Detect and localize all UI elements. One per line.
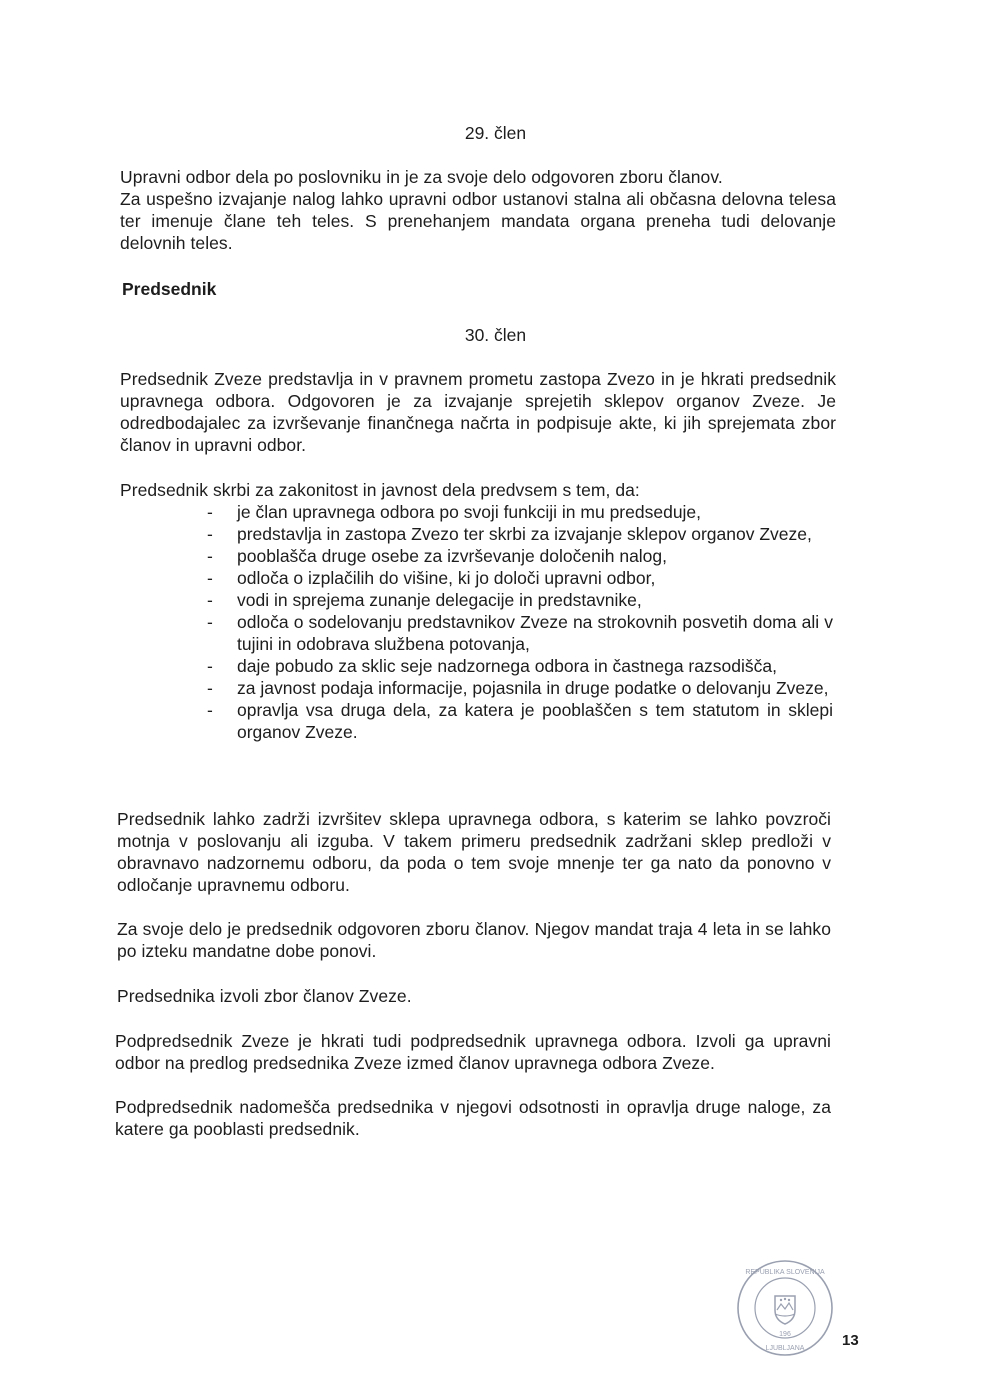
list-item: - odloča o sodelovanju predstavnikov Zveze na strokovnih posvetih doma ali v tujini in odobrava službena potovanja,: [207, 611, 833, 655]
seal-text-top: REPUBLIKA SLOVENIJA: [745, 1269, 825, 1276]
article-29-paragraph-1: Upravni odbor dela po poslovniku in je za svoje delo odgovoren zboru članov.: [120, 167, 723, 187]
seal-text-bottom: LJUBLJANA: [765, 1345, 805, 1352]
section-title: Predsednik: [122, 279, 217, 299]
article-29-heading: 29. člen: [464, 123, 527, 143]
list-item: - predstavlja in zastopa Zvezo ter skrbi za izvajanje sklepov organov Zveze,: [207, 523, 833, 545]
list-item: - daje pobudo za sklic seje nadzornega odbora in častnega razsodišča,: [207, 655, 833, 677]
article-29-paragraph-2: Za uspešno izvajanje nalog lahko upravni odbor ustanovi stalna ali občasna delovna telesa ter imenuje člane teh teles. S prenehanjem mandata organa preneha tudi delovanje delovnih teles.: [120, 189, 836, 253]
seal-number: 196: [779, 1331, 791, 1338]
list-item: - za javnost podaja informacije, pojasnila in druge podatke o delovanju Zveze,: [207, 677, 833, 699]
article-30-paragraph-3: Predsednik lahko zadrži izvršitev sklepa upravnega odbora, s katerim se lahko povzroči motnja v poslovanju ali izguba. V takem primeru predsednik zadržani sklep predloži v obravnavo nadzornemu odboru, da poda o tem svoje mnenje ter ga nato da ponovno v odločanje upravnemu odboru.: [117, 809, 831, 895]
page-number: 13: [842, 1332, 859, 1349]
list-item: - vodi in sprejema zunanje delegacije in predstavnike,: [207, 589, 833, 611]
list-item: - je član upravnega odbora po svoji funkciji in mu predseduje,: [207, 501, 833, 523]
article-30-paragraph-4: Za svoje delo je predsednik odgovoren zboru članov. Njegov mandat traja 4 leta in se lahko po izteku mandatne dobe ponovi.: [117, 919, 831, 961]
article-30-intro: Predsednik skrbi za zakonitost in javnost dela predvsem s tem, da:: [120, 480, 640, 500]
list-item: - opravlja vsa druga dela, za katera je pooblaščen s tem statutom in sklepi organov Zveze.: [207, 699, 833, 743]
article-30-paragraph-7: Podpredsednik nadomešča predsednika v njegovi odsotnosti in opravlja druge naloge, za katere ga pooblasti predsednik.: [115, 1097, 831, 1139]
list-item: - pooblašča druge osebe za izvrševanje določenih nalog,: [207, 545, 833, 567]
official-seal-icon: [735, 1258, 835, 1358]
article-30-paragraph-6: Podpredsednik Zveze je hkrati tudi podpredsednik upravnega odbora. Izvoli ga upravni odbor na predlog predsednika Zveze izmed članov upravnega odbora Zveze.: [115, 1031, 831, 1073]
article-30-paragraph-5: Predsednika izvoli zbor članov Zveze.: [117, 986, 412, 1006]
duties-list: [207, 501, 833, 743]
article-30-heading: 30. člen: [464, 325, 527, 345]
list-item: - odloča o izplačilih do višine, ki jo določi upravni odbor,: [207, 567, 833, 589]
article-30-paragraph-1: Predsednik Zveze predstavlja in v pravnem prometu zastopa Zvezo in je hkrati predsednik upravnega odbora. Odgovoren je za izvajanje sprejetih sklepov organov Zveze. Je odredbodajalec za izvrševanje finančnega načrta in podpisuje akte, ki jih sprejemata zbor članov in upravni odbor.: [120, 369, 836, 455]
